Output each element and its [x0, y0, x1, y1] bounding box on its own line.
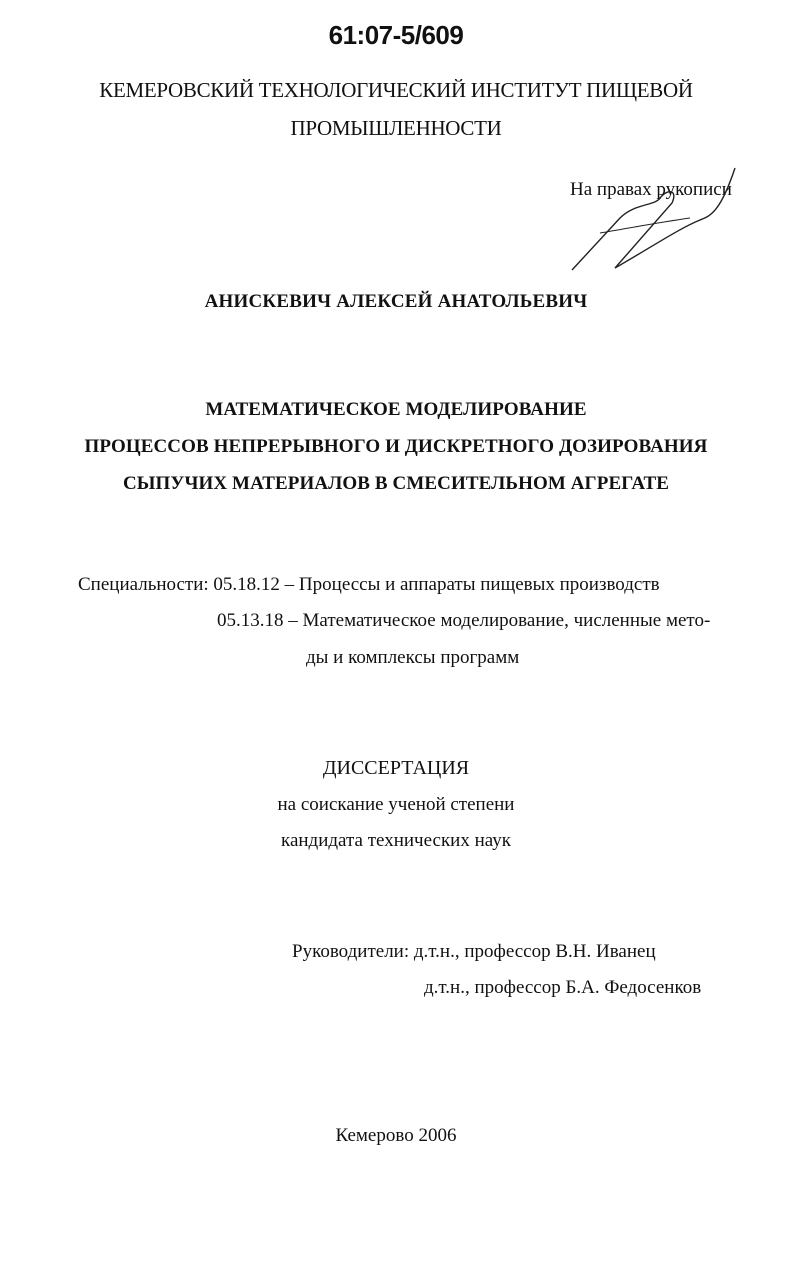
place-year: Кемерово 2006: [335, 1125, 457, 1146]
title-line-1: МАТЕМАТИЧЕСКОЕ МОДЕЛИРОВАНИЕ: [205, 399, 587, 420]
catalog-number: 61:07-5/609: [328, 20, 464, 50]
signature: [560, 158, 760, 283]
degree-line-2: кандидата технических наук: [281, 830, 511, 851]
institution-line-1: КЕМЕРОВСКИЙ ТЕХНОЛОГИЧЕСКИЙ ИНСТИТУТ ПИЩЕВОЙ: [99, 78, 693, 102]
title-line-3: СЫПУЧИХ МАТЕРИАЛОВ В СМЕСИТЕЛЬНОМ АГРЕГАТЕ: [122, 473, 670, 494]
institution-line-2: ПРОМЫШЛЕННОСТИ: [290, 116, 502, 140]
author-name: АНИСКЕВИЧ АЛЕКСЕЙ АНАТОЛЬЕВИЧ: [204, 291, 588, 312]
rights-note: На правах рукописи: [570, 179, 732, 200]
title-line-2: ПРОЦЕССОВ НЕПРЕРЫВНОГО И ДИСКРЕТНОГО ДОЗИРОВАНИЯ: [84, 436, 708, 457]
specialties-line-1: Специальности: 05.18.12 – Процессы и аппараты пищевых производств: [78, 574, 660, 595]
supervisors-line-1: Руководители: д.т.н., профессор В.Н. Иванец: [292, 941, 656, 962]
specialties-line-2: 05.13.18 – Математическое моделирование, численные мето-: [217, 610, 711, 631]
supervisors-line-2: д.т.н., профессор Б.А. Федосенков: [424, 977, 702, 998]
degree-line-1: на соискание ученой степени: [277, 794, 515, 815]
document-type: ДИССЕРТАЦИЯ: [322, 757, 470, 779]
specialties-line-3: ды и комплексы программ: [306, 647, 520, 668]
